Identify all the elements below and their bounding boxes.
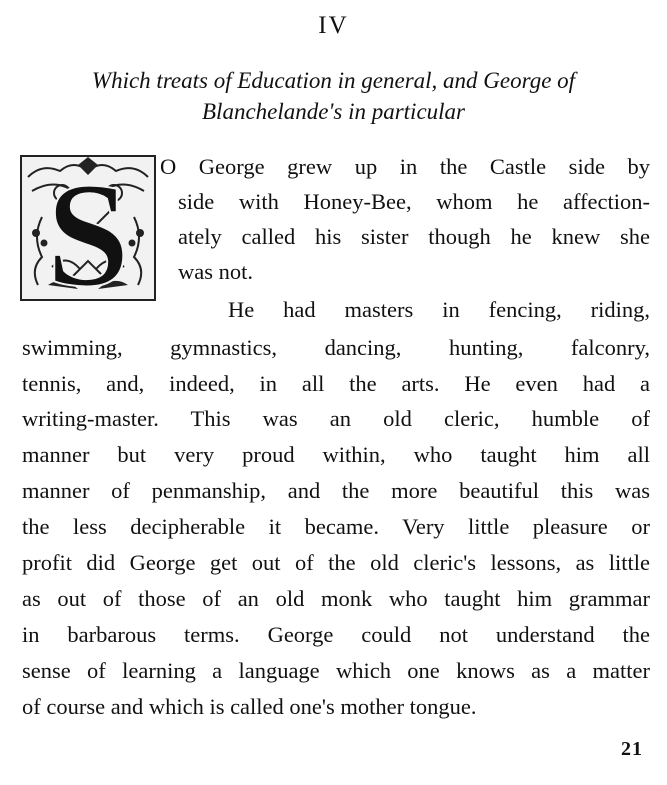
- text-line: as out of those of an old monk who taught him grammar: [22, 586, 650, 611]
- text-line: swimming, gymnastics, dancing, hunting, falconry,: [22, 335, 650, 360]
- text-line: ately called his sister though he knew she: [178, 224, 650, 249]
- chapter-number: IV: [318, 12, 349, 39]
- text-line: profit did George get out of the old cleric's lessons, as little: [22, 550, 650, 575]
- text-line: He had masters in fencing, riding,: [228, 297, 650, 322]
- page-number: 21: [621, 738, 643, 760]
- text-line: of course and which is called one's mother tongue.: [22, 694, 477, 719]
- drop-cap-ornament-icon: [22, 157, 154, 299]
- text-line: was not.: [178, 259, 253, 284]
- ornamental-drop-cap: [20, 155, 156, 301]
- text-line: in barbarous terms. George could not understand the: [22, 622, 650, 647]
- text-line: manner of penmanship, and the more beautiful this was: [22, 478, 650, 503]
- chapter-title-line-2: Blanchelande's in particular: [202, 99, 465, 124]
- text-line: manner but very proud within, who taught him all: [22, 442, 650, 467]
- drop-cap-letter: S: [46, 157, 130, 299]
- text-line: sense of learning a language which one knows as a matter: [22, 658, 650, 683]
- text-line: writing-master. This was an old cleric, humble of: [22, 406, 650, 431]
- text-line: the less decipherable it became. Very little pleasure or: [22, 514, 650, 539]
- text-line: side with Honey-Bee, whom he affection-: [178, 189, 650, 214]
- text-line: O George grew up in the Castle side by: [160, 154, 650, 179]
- text-line: tennis, and, indeed, in all the arts. He even had a: [22, 371, 650, 396]
- chapter-title-line-1: Which treats of Education in general, and George of: [91, 68, 576, 93]
